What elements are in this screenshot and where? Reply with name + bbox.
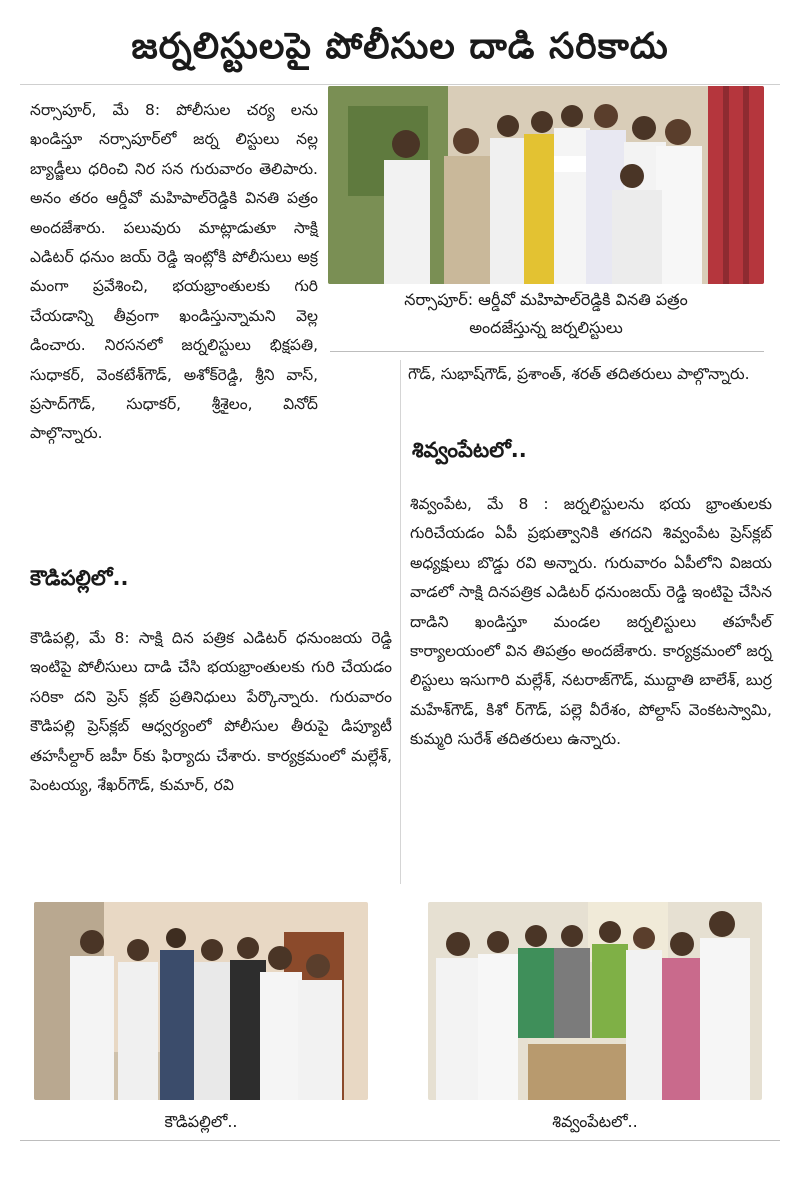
kodipalli-text — [30, 624, 392, 800]
column-divider — [400, 360, 401, 884]
kodipalli-photo-caption: కౌడిపల్లిలో.. — [164, 1112, 238, 1131]
kodipalli-paragraph: కౌడిపల్లి, మే 8: సాక్షి దిన పత్రిక ఎడిటర్ ధనుంజయ రెడ్డి ఇంటిపై పోలీసులు దాడి చేసి భయభ్రాంతులకు గురి చేయడం సరికా దని ప్రెస్ క్లబ్ ప్రతినిధులు పేర్కొన్నారు. గురువారం కౌడిపల్లి ప్రెస్‌క్లబ్ ఆధ్వర్యంలో పోలీసుల తీరుపై డిప్యూటీ తహసీల్దార్ జహీ ర్‌కు ఫిర్యాదు చేశారు. కార్యక్రమంలో మల్లేశ్, పెంటయ్య, శేఖర్‌గౌడ్, కుమార్, రవి — [30, 629, 392, 795]
shivampet-photo — [428, 902, 762, 1100]
shivampet-subhead: శివ్వంపేటలో.. — [412, 438, 527, 462]
top-photo — [328, 86, 764, 284]
shivampet-paragraph: శివ్వంపేట, మే 8 : జర్నలిస్టులను భయ భ్రాంతులకు గురిచేయడం ఏపీ ప్రభుత్వానికి తగదని శివ్వంపేట ప్రెస్‌క్లబ్ అధ్యక్షులు బొడ్డు రవి అన్నారు. గురువారం ఏపీలోని విజయ వాడలో సాక్షి దినపత్రిక ఎడిటర్ ధనుంజయ్ రెడ్డి ఇంటిపై చేసిన దాడిని ఖండిస్తూ మండల జర్నలిస్టులు తహసీల్ కార్యాలయంలో విన తిపత్రం అందజేశారు. కార్యక్రమంలో జర్న లిస్టులు ఇసుగారి మల్లేశ్, నటరాజ్‌గౌడ్, ముద్దాతి బాలేశ్, బుర్ర మహేశ్‌గౌడ్, కిశో ర్‌గౌడ్, పల్లె వీరేశం, పోల్దాస్ వెంకటస్వామి, కుమ్మరి సురేశ్ తదితరులు ఉన్నారు. — [410, 495, 772, 749]
bottom-rule — [20, 1140, 780, 1141]
caption-rule — [330, 351, 764, 352]
continuation-paragraph: గౌడ్, సుభాష్‌గౌడ్, ప్రశాంత్, శరత్ తదితరులు పాల్గొన్నారు. — [408, 365, 750, 383]
headline-rule — [20, 84, 780, 85]
shivampet-photo-caption: శివ్వంపేటలో.. — [552, 1112, 638, 1131]
main-story-continuation — [408, 360, 768, 389]
kodipalli-subhead: కౌడిపల్లిలో.. — [30, 566, 129, 590]
main-story-paragraph: నర్సాపూర్, మే 8: పోలీసుల చర్య లను ఖండిస్తూ నర్సాపూర్‌లో జర్న లిస్టులు నల్ల బ్యాడ్జీలు ధరించి నిర సన గురువారం తెలిపారు. అనం తరం ఆర్డీవో మహిపాల్‌రెడ్డికి వినతి పత్రం అందజేశారు. పలువురు మాట్లాడుతూ సాక్షి ఎడిటర్ ధనుం జయ్ రెడ్డి ఇంట్లోకి పోలీసులు అక్ర మంగా ప్రవేశించి, భయభ్రాంతులకు గురి చేయడాన్ని తీవ్రంగా ఖండిస్తున్నామని వెల్ల డించారు. నిరసనలో జర్నలిస్టులు భిక్షపతి, సుధాకర్, వెంకటేశ్‌గౌడ్, అశోక్‌రెడ్డి, శ్రీని వాస్, ప్రసాద్‌గౌడ్, సుధాకర్, శ్రీశైలం, వినోద్ పాల్గొన్నారు. — [30, 101, 318, 443]
main-story-text — [30, 96, 318, 449]
kodipalli-photo — [34, 902, 368, 1100]
shivampet-text — [410, 490, 772, 755]
headline: జర్నలిస్టులపై పోలీసుల దాడి సరికాదు — [131, 26, 669, 67]
top-photo-caption-line2: అందజేస్తున్న జర్నలిస్టులు — [469, 318, 623, 337]
top-photo-caption-line1: నర్సాపూర్: ఆర్డీవో మహిపాల్‌రెడ్డికి వినతి పత్రం — [404, 290, 688, 309]
